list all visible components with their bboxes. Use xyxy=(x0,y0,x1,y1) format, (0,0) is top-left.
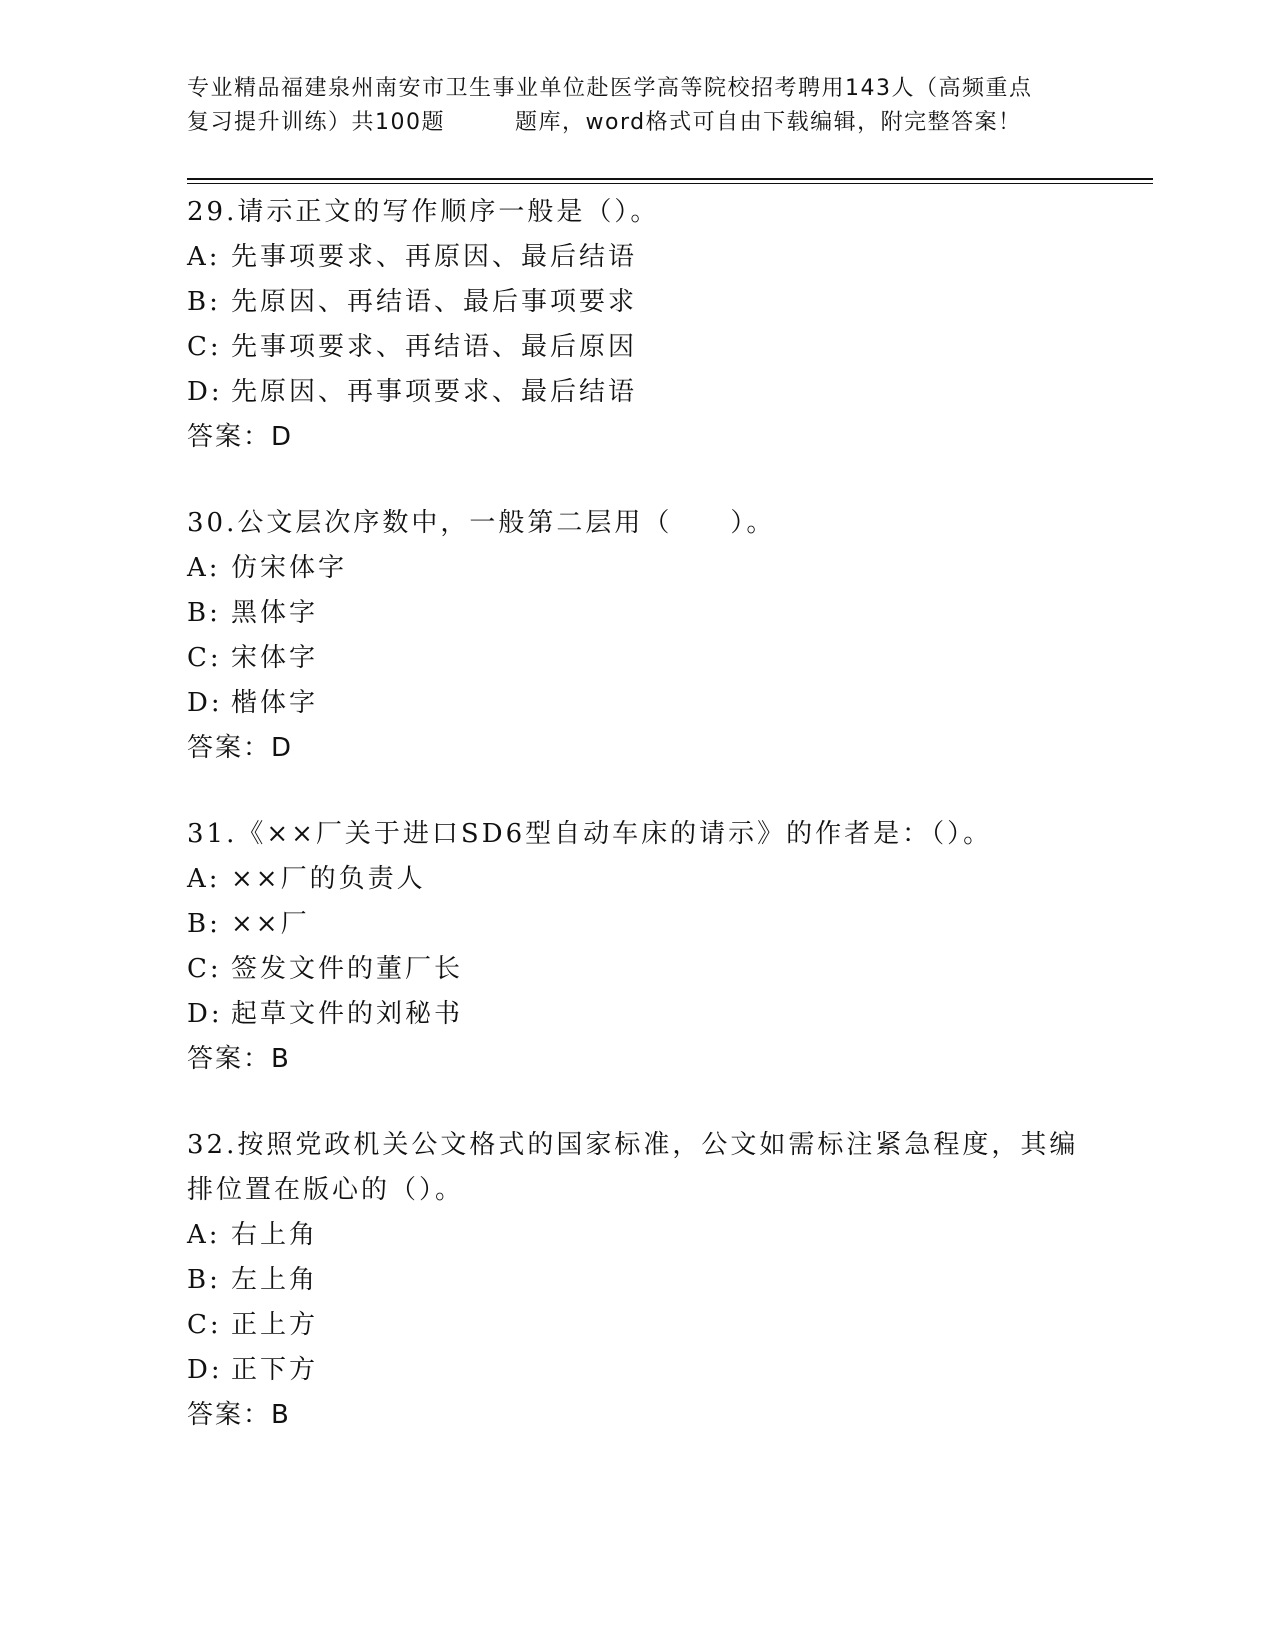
option-c xyxy=(187,325,1087,370)
option-b xyxy=(187,280,1087,325)
option-key: C: xyxy=(187,954,222,984)
option-c xyxy=(187,636,1087,681)
option-text: 正上方 xyxy=(231,1310,319,1340)
option-key: D: xyxy=(187,377,223,407)
option-text: 楷体字 xyxy=(231,688,319,718)
option-key: C: xyxy=(187,643,222,673)
option-a xyxy=(187,546,1087,591)
option-text: 右上角 xyxy=(231,1220,319,1250)
option-c xyxy=(187,947,1087,992)
answer-line: 答案：B xyxy=(187,1044,291,1074)
option-text: 先事项要求、再原因、最后结语 xyxy=(231,242,638,272)
option-key: C: xyxy=(187,332,222,362)
option-text: 起草文件的刘秘书 xyxy=(231,999,464,1029)
question-spacer xyxy=(187,1082,1087,1123)
option-b xyxy=(187,902,1087,947)
option-text: 签发文件的董厂长 xyxy=(231,954,464,984)
question-stem: 32.按照党政机关公文格式的国家标准，公文如需标注紧急程度，其编排位置在版心的（）。 xyxy=(187,1130,1079,1205)
document-header xyxy=(187,72,1087,140)
option-key: B: xyxy=(187,598,221,628)
option-key: B: xyxy=(187,1265,221,1295)
header-line-2-part-2: 题库，word格式可自由下载编辑，附完整答案！ xyxy=(515,110,1022,135)
option-text: 黑体字 xyxy=(231,598,319,628)
option-key: C: xyxy=(187,1310,222,1340)
header-line-2 xyxy=(187,106,1087,140)
option-text: 先事项要求、再结语、最后原因 xyxy=(231,332,638,362)
option-text: ××厂的负责人 xyxy=(231,864,426,894)
option-text: 正下方 xyxy=(231,1355,319,1385)
question-list xyxy=(187,190,1087,1438)
question-stem: 31.《××厂关于进口SD6型自动车床的请示》的作者是：（）。 xyxy=(187,819,993,849)
answer-line: 答案：D xyxy=(187,733,294,763)
option-text: 先原因、再事项要求、最后结语 xyxy=(231,377,638,407)
answer-line: 答案：D xyxy=(187,422,294,452)
option-b xyxy=(187,1258,1087,1303)
option-text: 左上角 xyxy=(231,1265,319,1295)
question-32 xyxy=(187,1123,1087,1438)
question-29 xyxy=(187,190,1087,460)
option-c xyxy=(187,1303,1087,1348)
option-text: 宋体字 xyxy=(231,643,319,673)
option-a xyxy=(187,857,1087,902)
option-b xyxy=(187,591,1087,636)
question-spacer xyxy=(187,771,1087,812)
question-31 xyxy=(187,812,1087,1082)
option-a xyxy=(187,1213,1087,1258)
option-a xyxy=(187,235,1087,280)
header-line-2-part-1: 复习提升训练）共100题 xyxy=(187,110,445,135)
question-30 xyxy=(187,501,1087,771)
header-divider-thin xyxy=(187,183,1153,184)
option-key: A: xyxy=(187,1220,221,1250)
option-key: A: xyxy=(187,864,221,894)
question-spacer xyxy=(187,460,1087,501)
question-stem: 29.请示正文的写作顺序一般是（）。 xyxy=(187,197,660,227)
header-line-1: 专业精品福建泉州南安市卫生事业单位赴医学高等院校招考聘用143人（高频重点 xyxy=(187,76,1033,101)
option-key: D: xyxy=(187,999,223,1029)
option-d xyxy=(187,992,1087,1037)
answer-line: 答案：B xyxy=(187,1400,291,1430)
option-key: B: xyxy=(187,909,221,939)
question-stem: 30.公文层次序数中，一般第二层用（ ）。 xyxy=(187,508,776,538)
option-key: D: xyxy=(187,1355,223,1385)
option-key: A: xyxy=(187,553,221,583)
option-d xyxy=(187,1348,1087,1393)
option-key: B: xyxy=(187,287,221,317)
option-key: A: xyxy=(187,242,221,272)
option-text: 仿宋体字 xyxy=(231,553,348,583)
option-key: D: xyxy=(187,688,223,718)
option-text: ××厂 xyxy=(231,909,310,939)
option-text: 先原因、再结语、最后事项要求 xyxy=(231,287,638,317)
option-d xyxy=(187,681,1087,726)
option-d xyxy=(187,370,1087,415)
header-divider-thick xyxy=(187,178,1153,180)
